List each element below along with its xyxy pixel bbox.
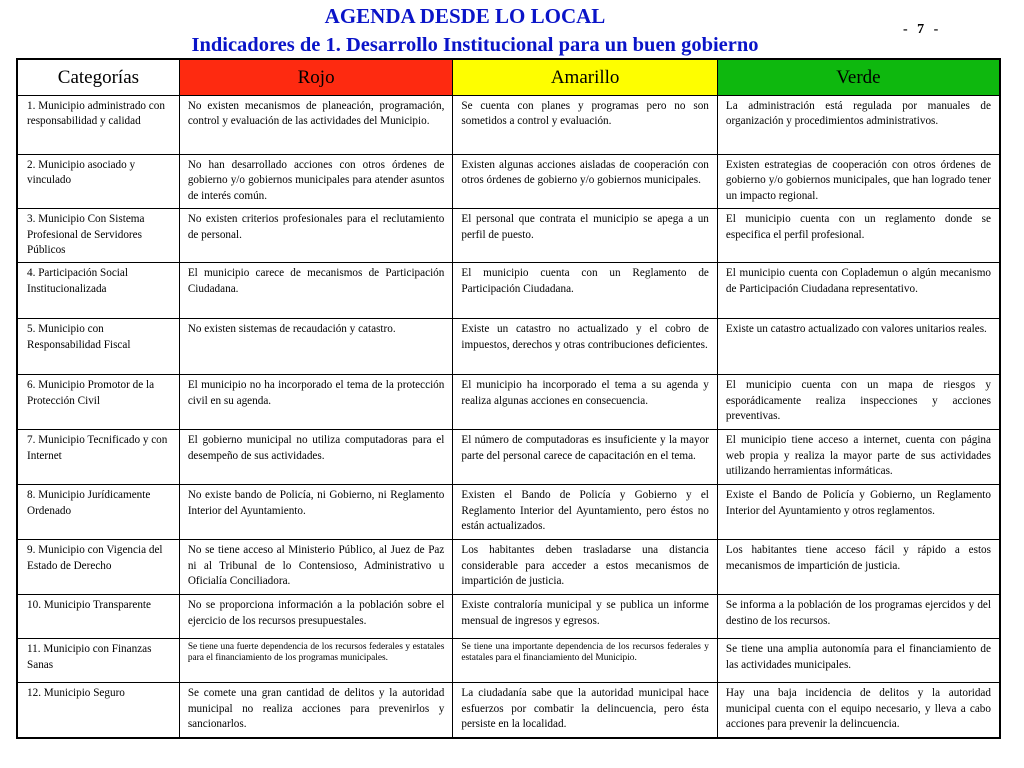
- categoria-cell: 9. Municipio con Vigencia del Estado de Derecho: [17, 540, 179, 595]
- header-amarillo: Amarillo: [453, 59, 718, 96]
- amarillo-cell: Existen algunas acciones aisladas de cooperación con otros órdenes de gobierno y/o gobiernos municipales.: [453, 155, 718, 209]
- rojo-cell: Se comete una gran cantidad de delitos y la autoridad municipal no realiza acciones para prevenirlos y sancionarlos.: [179, 683, 453, 738]
- rojo-cell: No existe bando de Policía, ni Gobierno, ni Reglamento Interior del Ayuntamiento.: [179, 485, 453, 540]
- verde-cell: La administración está regulada por manuales de organización y procedimientos administrativos.: [717, 96, 1000, 155]
- rojo-cell: El municipio no ha incorporado el tema de la protección civil en su agenda.: [179, 375, 453, 430]
- amarillo-cell: Se tiene una importante dependencia de los recursos federales y estatales para el financiamiento del Municipio.: [453, 639, 718, 683]
- table-row: [17, 209, 1000, 263]
- table-row: [17, 430, 1000, 485]
- table-row: [17, 595, 1000, 639]
- amarillo-cell: Existe contraloría municipal y se publica un informe mensual de ingresos y egresos.: [453, 595, 718, 639]
- header-rojo: Rojo: [179, 59, 453, 96]
- categoria-cell: 6. Municipio Promotor de la Protección Civil: [17, 375, 179, 430]
- categoria-cell: 7. Municipio Tecnificado y con Internet: [17, 430, 179, 485]
- rojo-cell: No existen mecanismos de planeación, programación, control y evaluación de las actividades del Municipio.: [179, 96, 453, 155]
- amarillo-cell: Existen el Bando de Policía y Gobierno y el Reglamento Interior del Ayuntamiento, pero éstos no están actualizados.: [453, 485, 718, 540]
- table-row: [17, 683, 1000, 738]
- categoria-cell: 5. Municipio con Responsabilidad Fiscal: [17, 319, 179, 375]
- table-row: [17, 485, 1000, 540]
- page-number: - 7 -: [903, 22, 942, 37]
- verde-cell: Hay una baja incidencia de delitos y la autoridad municipal cuenta con el equipo necesario, y lleva a cabo acciones para prevenir la delincuencia.: [717, 683, 1000, 738]
- amarillo-cell: El municipio cuenta con un Reglamento de Participación Ciudadana.: [453, 263, 718, 319]
- rojo-cell: No han desarrollado acciones con otros órdenes de gobierno y/o gobiernos municipales para atender asuntos de interés común.: [179, 155, 453, 209]
- rojo-cell: Se tiene una fuerte dependencia de los recursos federales y estatales para el financiamiento de los programas municipales.: [179, 639, 453, 683]
- amarillo-cell: El número de computadoras es insuficiente y la mayor parte del personal carece de capacitación en el tema.: [453, 430, 718, 485]
- verde-cell: El municipio cuenta con Coplademun o algún mecanismo de Participación Ciudadana representativo.: [717, 263, 1000, 319]
- categoria-cell: 3. Municipio Con Sistema Profesional de Servidores Públicos: [17, 209, 179, 263]
- amarillo-cell: La ciudadanía sabe que la autoridad municipal hace esfuerzos por combatir la delincuencia, pero ésta persiste en la localidad.: [453, 683, 718, 738]
- amarillo-cell: El personal que contrata el municipio se apega a un perfil de puesto.: [453, 209, 718, 263]
- verde-cell: El municipio tiene acceso a internet, cuenta con página web propia y realiza la mayor parte de sus actividades utilizando herramientas informáticas.: [717, 430, 1000, 485]
- verde-cell: Existen estrategias de cooperación con otros órdenes de gobierno y/o gobiernos municipales, que han logrado tener un impacto regional.: [717, 155, 1000, 209]
- header-verde: Verde: [717, 59, 1000, 96]
- amarillo-cell: El municipio ha incorporado el tema a su agenda y realiza algunas acciones en consecuencia.: [453, 375, 718, 430]
- rojo-cell: No se proporciona información a la población sobre el ejercicio de los recursos presupuestales.: [179, 595, 453, 639]
- rojo-cell: El gobierno municipal no utiliza computadoras para el desempeño de sus actividades.: [179, 430, 453, 485]
- table-row: [17, 319, 1000, 375]
- categoria-cell: 1. Municipio administrado con responsabilidad y calidad: [17, 96, 179, 155]
- categoria-cell: 10. Municipio Transparente: [17, 595, 179, 639]
- verde-cell: Existe el Bando de Policía y Gobierno, un Reglamento Interior del Ayuntamiento y otros reglamentos.: [717, 485, 1000, 540]
- rojo-cell: No existen criterios profesionales para el reclutamiento de personal.: [179, 209, 453, 263]
- amarillo-cell: Existe un catastro no actualizado y el cobro de impuestos, derechos y otras contribuciones deficientes.: [453, 319, 718, 375]
- rojo-cell: No existen sistemas de recaudación y catastro.: [179, 319, 453, 375]
- categoria-cell: 2. Municipio asociado y vinculado: [17, 155, 179, 209]
- categoria-cell: 4. Participación Social Institucionalizada: [17, 263, 179, 319]
- categoria-cell: 11. Municipio con Finanzas Sanas: [17, 639, 179, 683]
- table-row: [17, 263, 1000, 319]
- rojo-cell: No se tiene acceso al Ministerio Público, al Juez de Paz ni al Tribunal de lo Contensioso, Administrativo u Oficialía Conciliadora.: [179, 540, 453, 595]
- table-row: [17, 540, 1000, 595]
- verde-cell: Los habitantes tiene acceso fácil y rápido a estos mecanismos de impartición de justicia.: [717, 540, 1000, 595]
- page-title: AGENDA DESDE LO LOCAL: [324, 4, 606, 28]
- verde-cell: El municipio cuenta con un reglamento donde se especifica el perfil profesional.: [717, 209, 1000, 263]
- rojo-cell: El municipio carece de mecanismos de Participación Ciudadana.: [179, 263, 453, 319]
- verde-cell: Se tiene una amplia autonomía para el financiamiento de las actividades municipales.: [717, 639, 1000, 683]
- header-categorias: Categorías: [17, 59, 179, 96]
- verde-cell: El municipio cuenta con un mapa de riesgos y esporádicamente realiza inspecciones y acciones preventivas.: [717, 375, 1000, 430]
- amarillo-cell: Se cuenta con planes y programas pero no son sometidos a control y evaluación.: [453, 96, 718, 155]
- table-row: [17, 155, 1000, 209]
- indicators-table: [16, 58, 1001, 739]
- amarillo-cell: Los habitantes deben trasladarse una distancia considerable para acceder a estos mecanismos de impartición de justicia.: [453, 540, 718, 595]
- header-row: [17, 59, 1000, 96]
- categoria-cell: 8. Municipio Jurídicamente Ordenado: [17, 485, 179, 540]
- page-subtitle: Indicadores de 1. Desarrollo Institucional para un buen gobierno: [191, 34, 759, 56]
- table-row: [17, 639, 1000, 683]
- table-row: [17, 96, 1000, 155]
- categoria-cell: 12. Municipio Seguro: [17, 683, 179, 738]
- table-row: [17, 375, 1000, 430]
- verde-cell: Se informa a la población de los programas ejercidos y del destino de los recursos.: [717, 595, 1000, 639]
- verde-cell: Existe un catastro actualizado con valores unitarios reales.: [717, 319, 1000, 375]
